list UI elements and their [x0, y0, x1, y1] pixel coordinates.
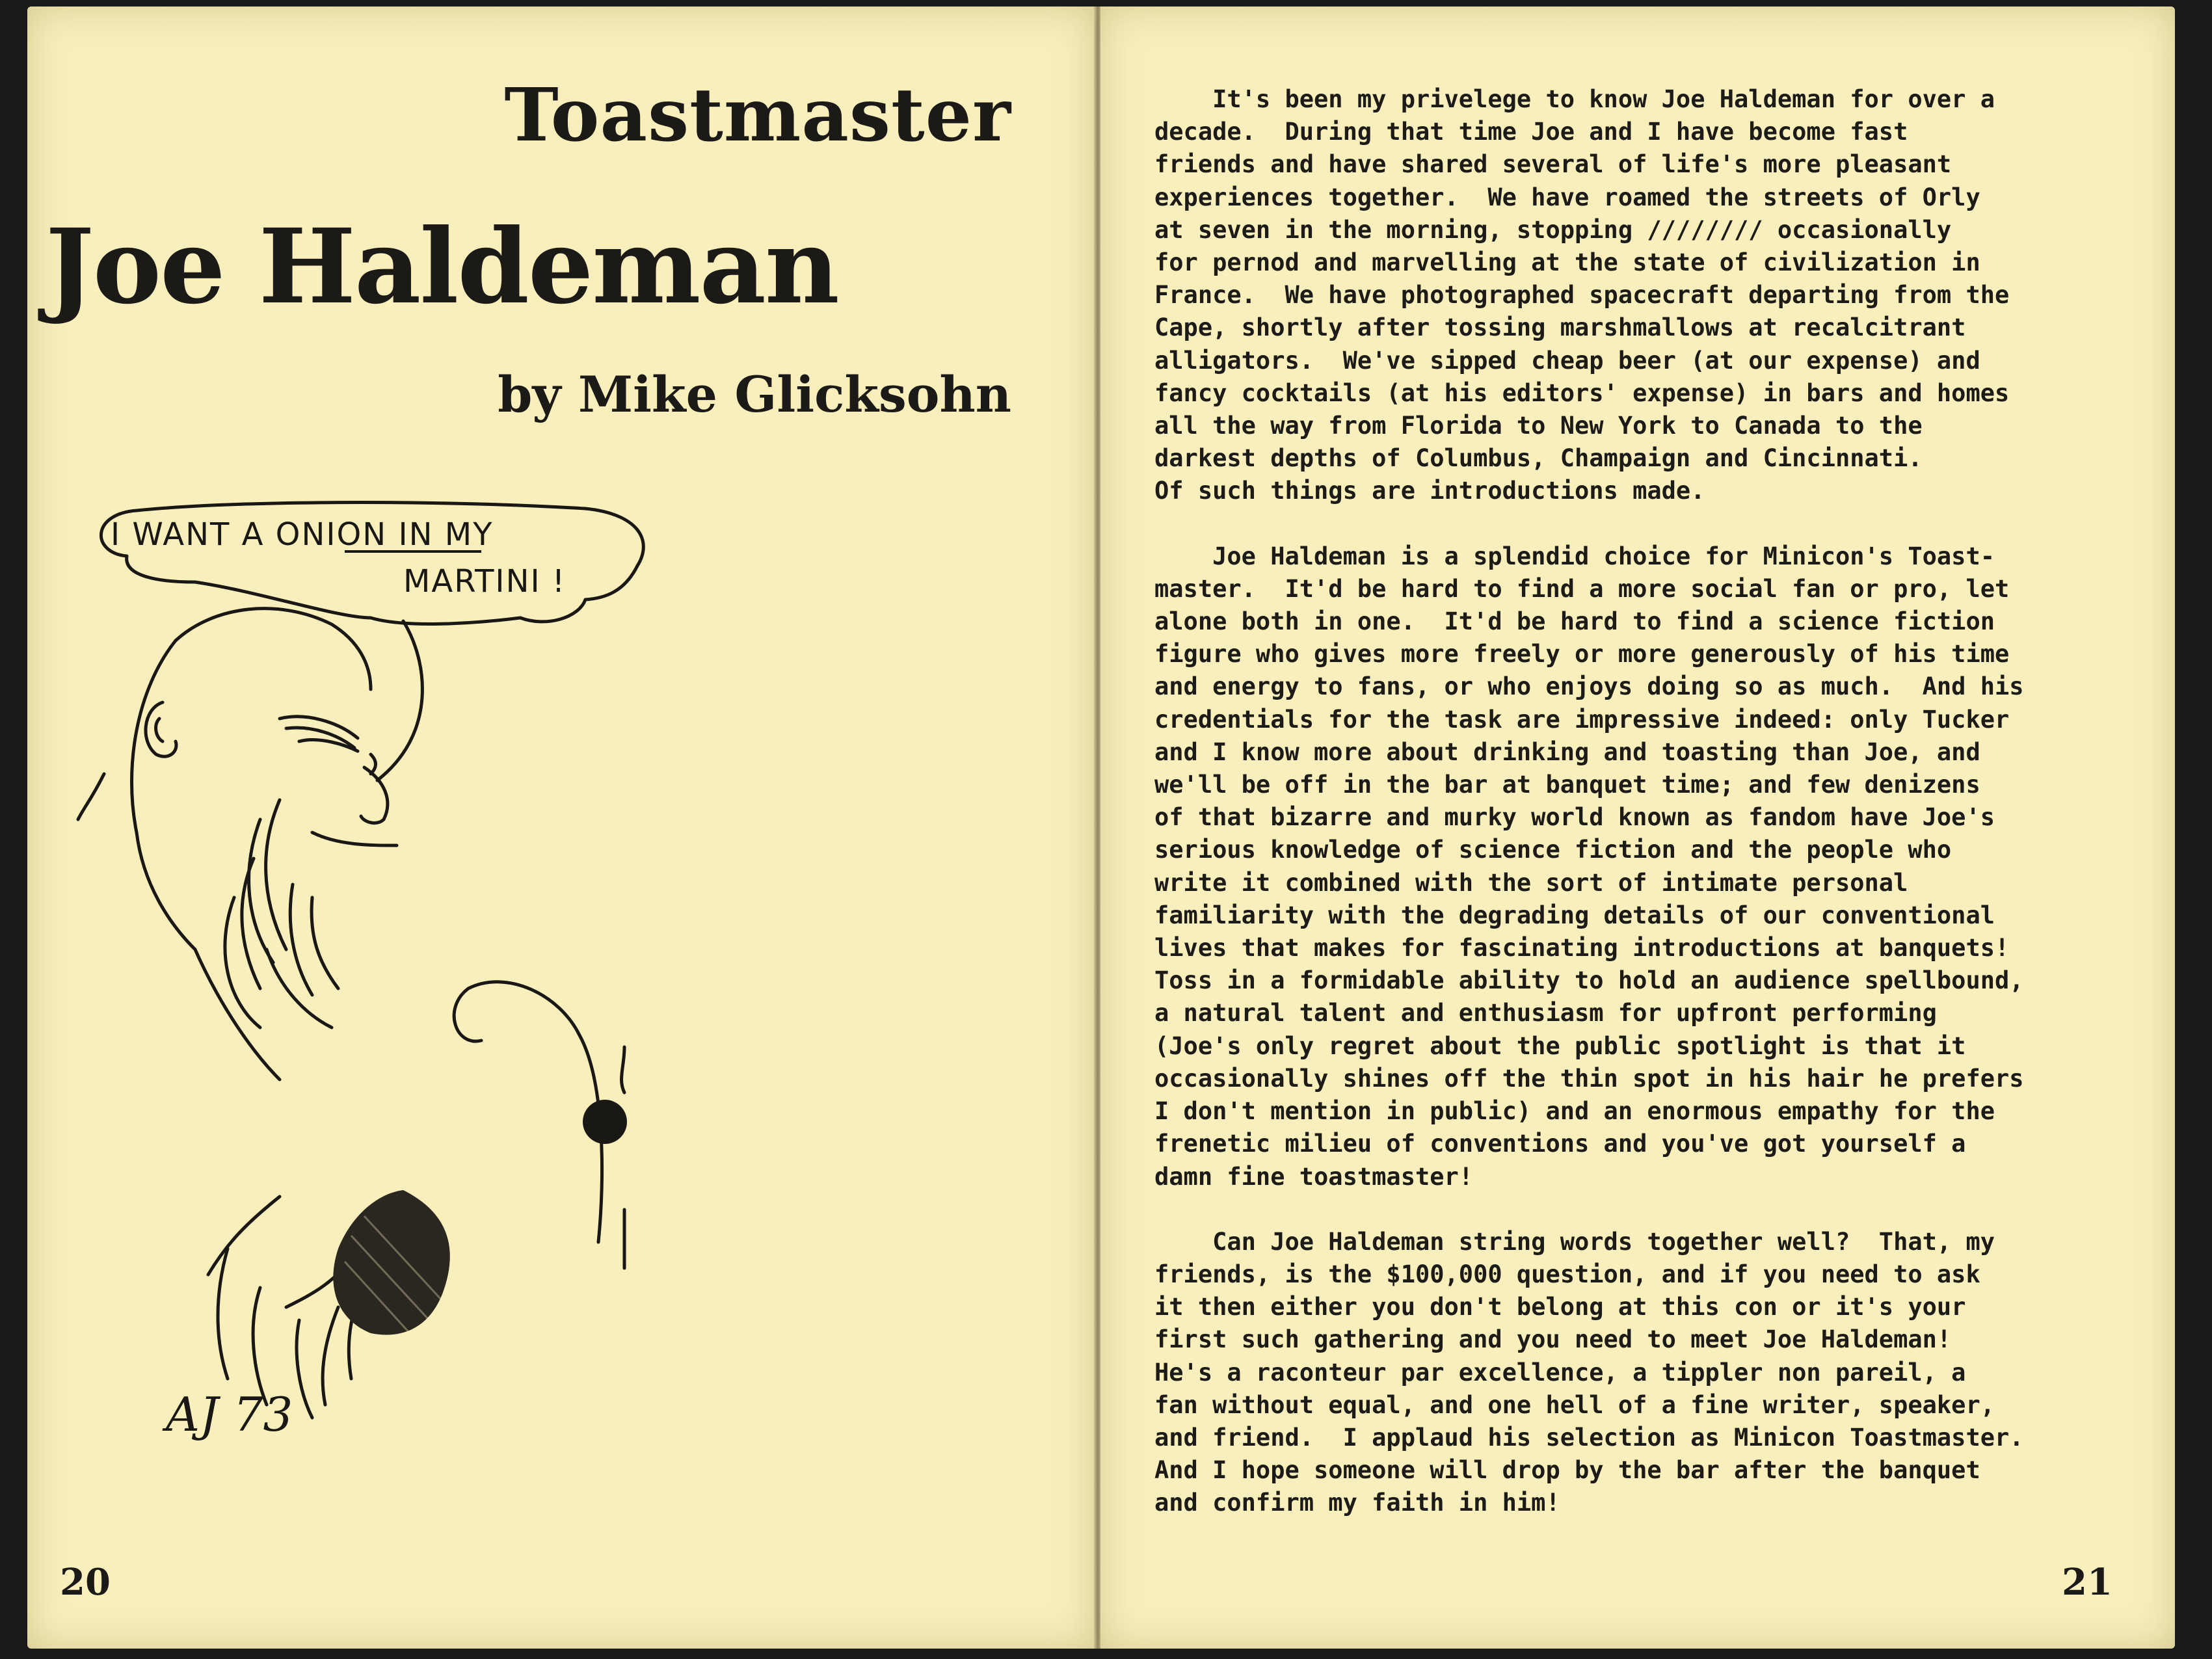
- body-line: And I hope someone will drop by the bar after the banquet: [1154, 1456, 1980, 1485]
- body-line: alone both in one. It'd be hard to find a science fiction: [1154, 607, 1995, 636]
- page-number-left: 20: [60, 1561, 111, 1604]
- body-line: alligators. We've sipped cheap beer (at our expense) and: [1154, 346, 1980, 375]
- kicker-wrap: [0, 0, 1011, 158]
- body-line: we'll be off in the bar at banquet time; and few denizens: [1154, 771, 1980, 799]
- body-line: and I know more about drinking and toasting than Joe, and: [1154, 737, 1980, 766]
- body-line: and energy to fans, or who enjoys doing so as much. And his: [1154, 672, 2024, 701]
- article-byline: by Mike Glicksohn: [498, 365, 1011, 423]
- speech-line-1: I WANT A ONION IN MY: [111, 516, 494, 553]
- hook-arm: [454, 982, 602, 1242]
- body-line: Joe Haldeman is a splendid choice for Minicon's Toast-: [1154, 542, 1995, 570]
- body-line: friends and have shared several of life's more pleasant: [1154, 150, 1952, 179]
- cartoon-illustration: [65, 494, 683, 1470]
- body-line: fan without equal, and one hell of a fine writer, speaker,: [1154, 1390, 1995, 1419]
- body-line: He's a raconteur par excellence, a tippler non pareil, a: [1154, 1358, 1966, 1387]
- body-line: darkest depths of Columbus, Champaign and Cincinnati.: [1154, 444, 1923, 473]
- body-line: at seven in the morning, stopping //////// occasionally: [1154, 215, 1952, 244]
- body-line: fancy cocktails (at his editors' expense) in bars and homes: [1154, 378, 2010, 407]
- body-line: first such gathering and you need to meet Joe Haldeman!: [1154, 1325, 1952, 1354]
- body-line: a natural talent and enthusiasm for upfront performing: [1154, 999, 1937, 1028]
- character-head: [176, 609, 371, 689]
- body-line: It's been my privelege to know Joe Haldeman for over a: [1154, 85, 1995, 113]
- body-paragraph: [1154, 83, 2150, 508]
- olive-icon: [583, 1100, 627, 1144]
- body-line: Can Joe Haldeman string words together well? That, my: [1154, 1227, 1995, 1256]
- body-line: decade. During that time Joe and I have become fast: [1154, 118, 1908, 146]
- artist-signature: AJ 73: [166, 1387, 293, 1442]
- body-paragraph: [1154, 1226, 2150, 1520]
- body-line: Toss in a formidable ability to hold an audience spellbound,: [1154, 966, 2024, 995]
- body-line: all the way from Florida to New York to Canada to the: [1154, 412, 1923, 440]
- body-line: familiarity with the degrading details of our conventional: [1154, 901, 1995, 929]
- body-line: serious knowledge of science fiction and the people who: [1154, 836, 1952, 864]
- body-line: it then either you don't belong at this con or it's your: [1154, 1293, 1966, 1321]
- body-line: of that bizarre and murky world known as fandom have Joe's: [1154, 803, 1995, 832]
- body-line: lives that makes for fascinating introductions at banquets!: [1154, 934, 2010, 962]
- article-kicker: Toastmaster: [504, 73, 1011, 158]
- body-line: occasionally shines off the thin spot in his hair he prefers: [1154, 1064, 2024, 1093]
- body-line: write it combined with the sort of intimate personal: [1154, 868, 1908, 897]
- body-line: France. We have photographed spacecraft departing from the: [1154, 281, 2010, 310]
- body-line: figure who gives more freely or more generously of his time: [1154, 640, 2010, 669]
- body-paragraph: [1154, 540, 2150, 1193]
- body-line: credentials for the task are impressive indeed: only Tucker: [1154, 705, 2010, 734]
- speech-line-2: MARTINI !: [403, 563, 566, 600]
- body-line: for pernod and marvelling at the state of civilization in: [1154, 248, 1980, 277]
- body-line: Of such things are introductions made.: [1154, 477, 1705, 505]
- body-line: (Joe's only regret about the public spotlight is that it: [1154, 1031, 1966, 1060]
- body-line: and friend. I applaud his selection as Minicon Toastmaster.: [1154, 1423, 2024, 1452]
- body-line: I don't mention in public) and an enormous empathy for the: [1154, 1097, 1995, 1126]
- page-number-right: 21: [2062, 1561, 2112, 1604]
- body-line: master. It'd be hard to find a more social fan or pro, let: [1154, 574, 2010, 603]
- article-headline: Joe Haldeman: [46, 207, 838, 327]
- body-line: experiences together. We have roamed the streets of Orly: [1154, 183, 1980, 211]
- body-line: friends, is the $100,000 question, and if you need to ask: [1154, 1260, 1980, 1288]
- body-line: and confirm my faith in him!: [1154, 1489, 1560, 1517]
- body-line: damn fine toastmaster!: [1154, 1162, 1474, 1191]
- article-body: [1154, 83, 2150, 1552]
- body-line: Cape, shortly after tossing marshmallows at recalcitrant: [1154, 313, 1966, 342]
- body-line: frenetic milieu of conventions and you've got yourself a: [1154, 1130, 1966, 1158]
